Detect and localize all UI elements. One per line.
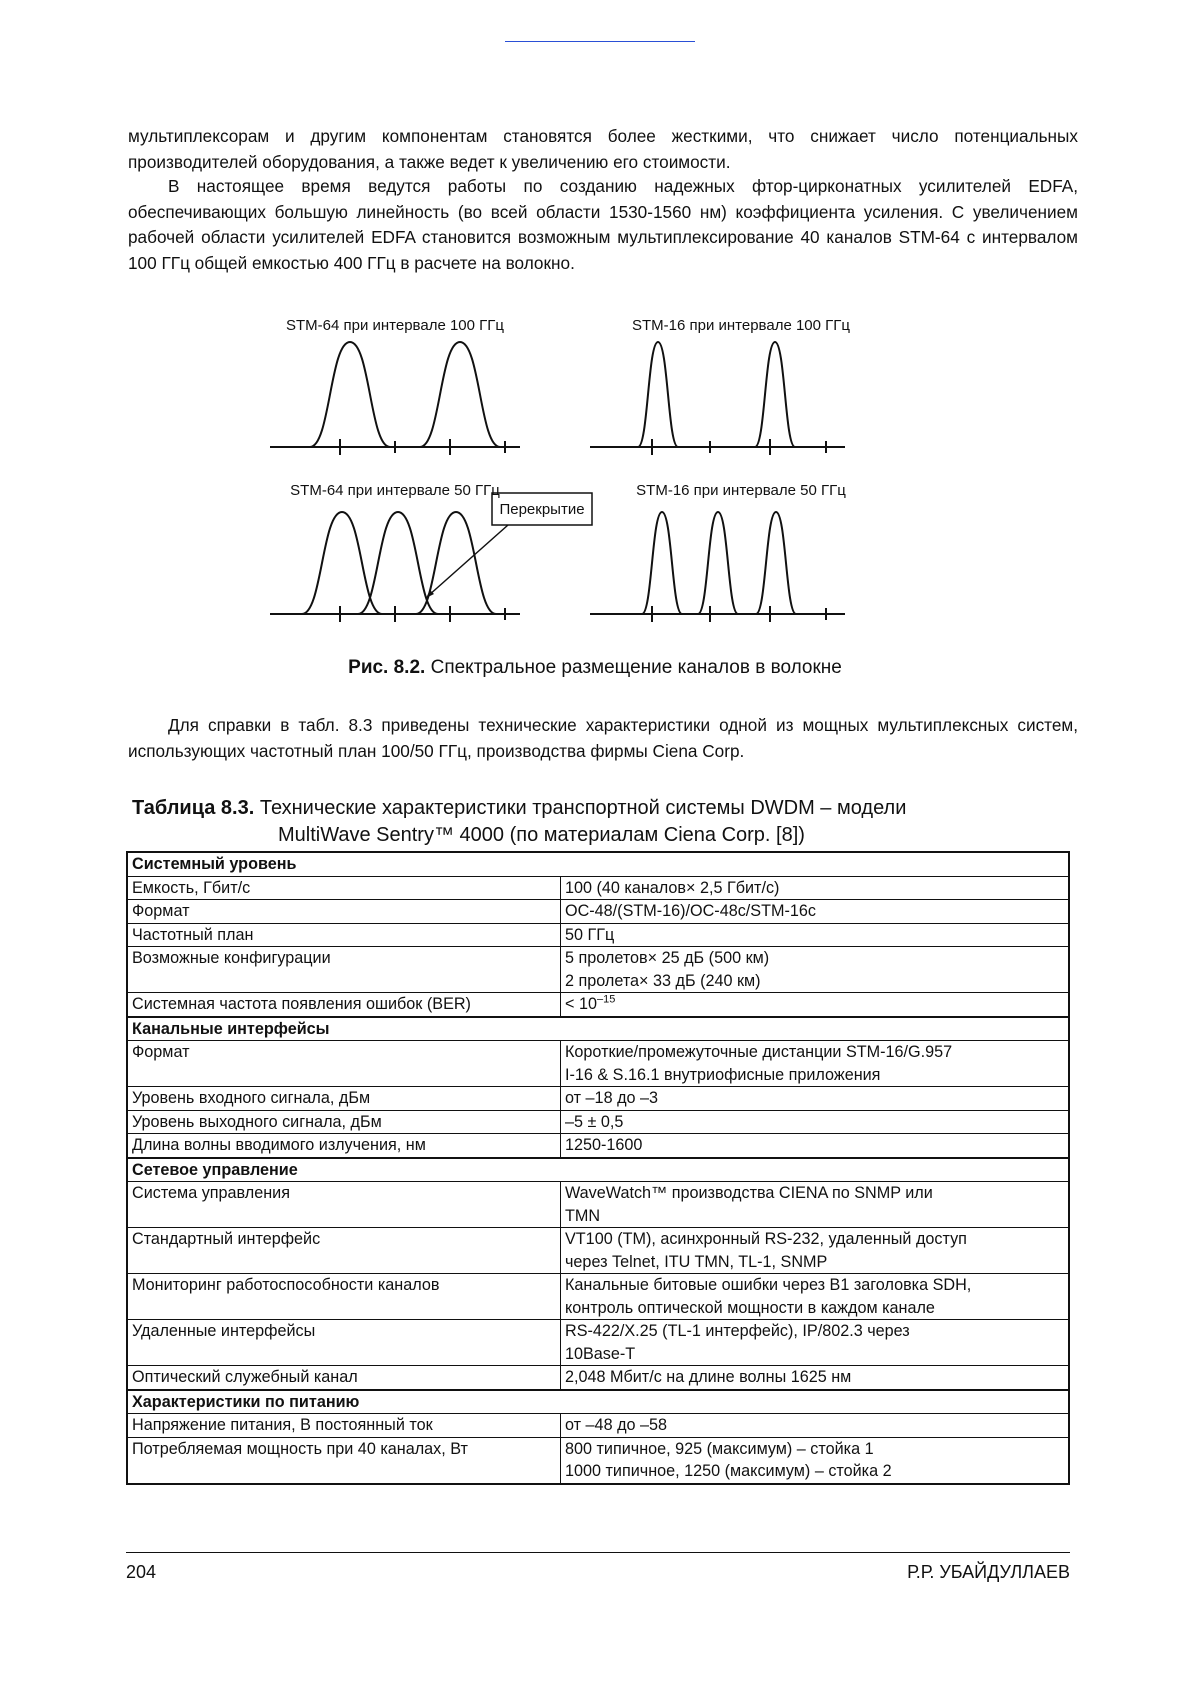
channel-peak — [642, 512, 682, 614]
table-row — [127, 923, 1069, 947]
row-key: Уровень входного сигнала, дБм — [127, 1087, 561, 1111]
row-value: от –18 до –3 — [561, 1087, 1070, 1111]
channel-peak — [755, 342, 795, 447]
value-line: < 10 — [565, 995, 597, 1013]
row-value — [561, 993, 1070, 1017]
channel-peak — [698, 512, 738, 614]
row-value: 100 (40 каналов× 2,5 Гбит/с) — [561, 876, 1070, 900]
row-value — [561, 1041, 1070, 1087]
row-value — [561, 947, 1070, 993]
table-row — [127, 1110, 1069, 1134]
table-row — [127, 1366, 1069, 1390]
row-value: OC-48/(STM-16)/OC-48c/STM-16c — [561, 900, 1070, 924]
channel-peak — [310, 342, 390, 447]
table-title — [132, 795, 1032, 849]
row-value — [561, 1182, 1070, 1228]
section-row — [127, 852, 1069, 876]
spec-table — [126, 851, 1070, 1485]
table-row — [127, 947, 1069, 993]
row-value — [561, 1228, 1070, 1274]
exponent: –15 — [596, 993, 616, 1006]
figure-caption-text: Спектральное размещение каналов в волокне — [430, 657, 842, 678]
value-line: 800 типичное, 925 (максимум) – стойка 1 — [565, 1439, 874, 1458]
overlap-callout-arrow — [428, 525, 508, 596]
panel-label-stm64-100: STM-64 при интервале 100 ГГц — [285, 317, 505, 334]
paragraph-1: мультиплексорам и другим компонентам становятся более жесткими, что снижает число потенциальных производителей оборудования, а также ведет к увеличению его стоимости. — [128, 126, 1078, 172]
table-row — [127, 993, 1069, 1017]
value-line: 1000 типичное, 1250 (максимум) – стойка 2 — [565, 1462, 892, 1480]
row-key: Емкость, Гбит/с — [127, 876, 561, 900]
row-value — [561, 1437, 1070, 1484]
row-key: Длина волны вводимого излучения, нм — [127, 1134, 561, 1158]
table-row — [127, 1437, 1069, 1484]
figure-caption — [0, 655, 1190, 681]
table-row — [127, 876, 1069, 900]
table-title-line2: MultiWave Sentry™ 4000 (по материалам Ciena Corp. [8]) — [278, 824, 805, 846]
page-number: 204 — [126, 1562, 157, 1582]
panel-label-stm64-50: STM-64 при интервале 50 ГГц — [290, 482, 500, 499]
value-line: Канальные битовые ошибки через B1 заголовка SDH, — [565, 1276, 972, 1294]
section-header: Системный уровень — [127, 852, 1069, 876]
value-line: 2 пролета× 33 дБ (240 км) — [565, 971, 761, 990]
section-row — [127, 1390, 1069, 1414]
panel-label-stm16-50: STM-16 при интервале 50 ГГц — [636, 482, 846, 499]
value-line: Короткие/промежуточные дистанции STM-16/G.957 — [565, 1043, 953, 1061]
section-header: Сетевое управление — [127, 1158, 1069, 1182]
table-row — [127, 1134, 1069, 1158]
value-line: 5 пролетов× 25 дБ (500 км) — [565, 949, 770, 967]
row-value: от –48 до –58 — [561, 1414, 1070, 1438]
running-footer-author: Р.Р. УБАЙДУЛЛАЕВ — [907, 1562, 1070, 1582]
row-key: Формат — [127, 1041, 561, 1087]
table-title-line1: Технические характеристики транспортной системы DWDM – модели — [259, 797, 907, 819]
paragraph-3: Для справки в табл. 8.3 приведены технические характеристики одной из мощных мультиплексных систем, использующих частотный план 100/50 ГГц, производства фирмы Ciena Corp. — [128, 715, 1078, 761]
row-key: Напряжение питания, В постоянный ток — [127, 1414, 561, 1438]
row-key: Оптический служебный канал — [127, 1366, 561, 1390]
row-value: –5 ± 0,5 — [561, 1110, 1070, 1134]
table-row — [127, 1414, 1069, 1438]
row-key: Формат — [127, 900, 561, 924]
section-header: Характеристики по питанию — [127, 1390, 1069, 1414]
channel-peak — [420, 342, 500, 447]
section-row — [127, 1158, 1069, 1182]
table-title-number: Таблица 8.3. — [132, 797, 255, 819]
paragraph-2: В настоящее время ведутся работы по созданию надежных фтор-цирконатных усилителей EDFA, обеспечивающих большую линейность (во всей области 1530-1560 нм) коэффициента усиления. С увеличением рабочей области усилителей EDFA становится возможным мультиплексирование 40 каналов STM-64 с интервалом 100 ГГц общей емкостью 400 ГГц в расчете на волокно. — [128, 176, 1078, 273]
section-header: Канальные интерфейсы — [127, 1017, 1069, 1041]
figure-spectral-placement — [270, 312, 930, 637]
row-value: 50 ГГц — [561, 923, 1070, 947]
figure-caption-number: Рис. 8.2. — [348, 657, 426, 678]
value-line: RS-422/X.25 (TL-1 интерфейс), IP/802.3 через — [565, 1322, 910, 1340]
row-key: Стандартный интерфейс — [127, 1228, 561, 1274]
row-value: 1250-1600 — [561, 1134, 1070, 1158]
value-line: I-16 & S.16.1 внутриофисные приложения — [565, 1065, 881, 1084]
row-key: Система управления — [127, 1182, 561, 1228]
row-key: Системная частота появления ошибок (BER) — [127, 993, 561, 1017]
table-row — [127, 1274, 1069, 1320]
row-key: Удаленные интерфейсы — [127, 1320, 561, 1366]
table-row — [127, 900, 1069, 924]
row-value: 2,048 Мбит/с на длине волны 1625 нм — [561, 1366, 1070, 1390]
channel-peak — [358, 512, 438, 614]
row-value — [561, 1320, 1070, 1366]
table-row — [127, 1228, 1069, 1274]
section-row — [127, 1017, 1069, 1041]
row-key: Мониторинг работоспособности каналов — [127, 1274, 561, 1320]
table-row — [127, 1041, 1069, 1087]
value-line: TMN — [565, 1206, 601, 1225]
table-row — [127, 1182, 1069, 1228]
value-line: контроль оптической мощности в каждом канале — [565, 1298, 935, 1317]
footer-rule — [126, 1552, 1070, 1553]
figure-svg — [270, 312, 930, 637]
table-row — [127, 1087, 1069, 1111]
overlap-label: Перекрытие — [499, 501, 585, 518]
value-line: через Telnet, ITU TMN, TL-1, SNMP — [565, 1252, 828, 1271]
channel-peak — [416, 512, 496, 614]
value-line: 10Base-T — [565, 1344, 636, 1363]
row-key: Потребляемая мощность при 40 каналах, Вт — [127, 1437, 561, 1484]
channel-peak — [756, 512, 796, 614]
panel-label-stm16-100: STM-16 при интервале 100 ГГц — [631, 317, 851, 334]
header-rule — [505, 41, 695, 42]
channel-peak — [638, 342, 678, 447]
table-row — [127, 1320, 1069, 1366]
value-line: WaveWatch™ производства CIENA по SNMP или — [565, 1184, 933, 1202]
row-value — [561, 1274, 1070, 1320]
row-key: Возможные конфигурации — [127, 947, 561, 993]
row-key: Частотный план — [127, 923, 561, 947]
row-key: Уровень выходного сигнала, дБм — [127, 1110, 561, 1134]
value-line: VT100 (TM), асинхронный RS-232, удаленный доступ — [565, 1230, 967, 1248]
